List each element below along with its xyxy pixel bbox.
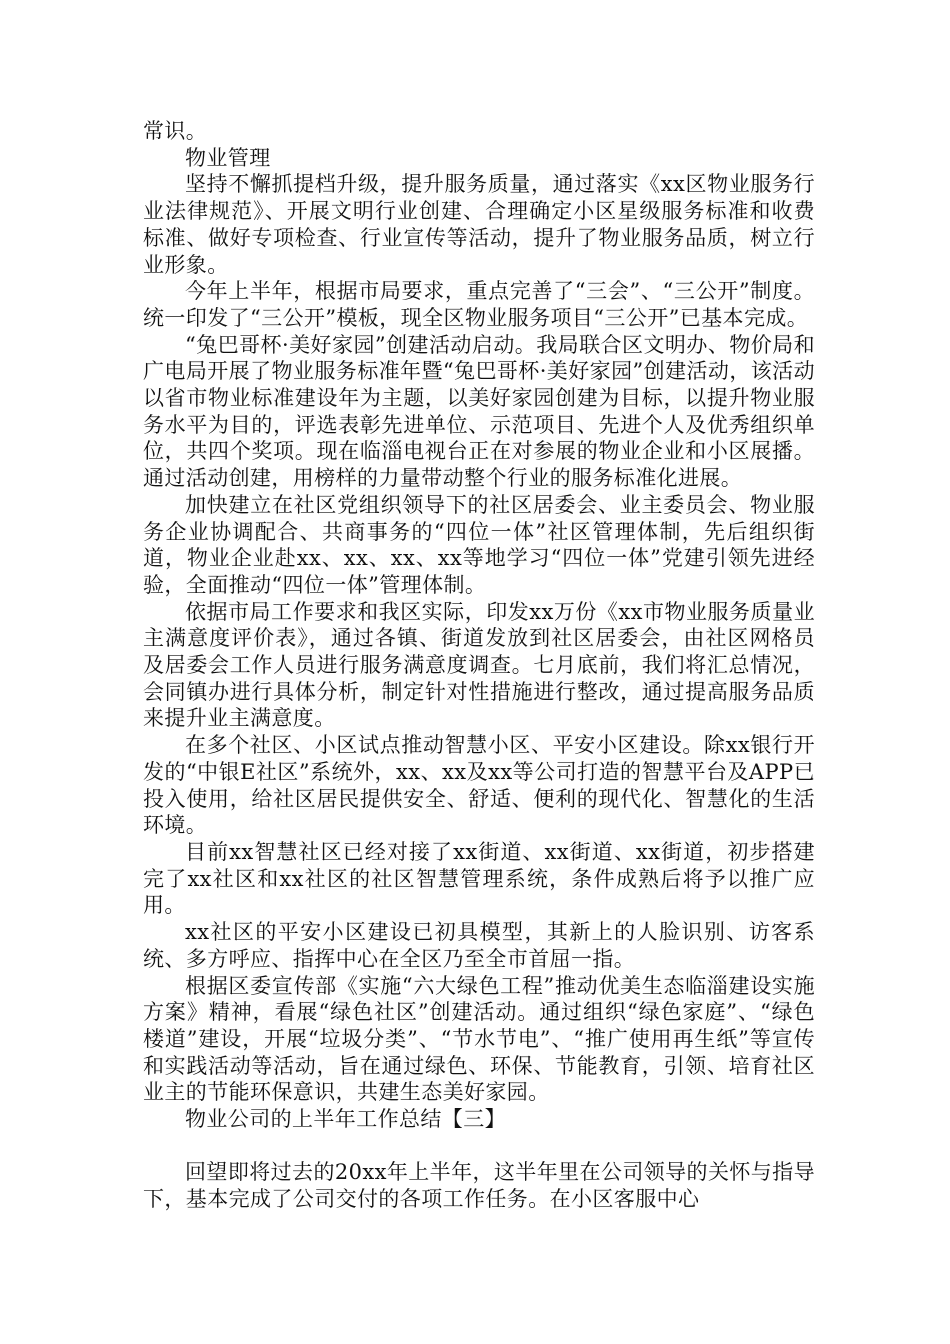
paragraph-continuation: 常识。 (143, 119, 208, 143)
paragraph-smart-system: 目前xx智慧社区已经对接了xx街道、xx街道、xx街道，初步搭建完了xx社区和xx社区的社区智慧管理系统，条件成熟后将予以推广应用。 (143, 839, 815, 918)
paragraph-four-in-one: 加快建立在社区党组织领导下的社区居委会、业主委员会、物业服务企业协调配合、共商事务的“四位一体”社区管理体制，先后组织街道，物业企业赴xx、xx、xx、xx等地学习“四位一体”党建引领先进经验，全面推动“四位一体”管理体制。 (143, 492, 815, 597)
paragraph-safe-community: xx社区的平安小区建设已初具模型，其新上的人脸识别、访客系统、多方呼应、指挥中心在全区乃至全市首屈一指。 (143, 920, 815, 971)
paragraph-service-quality: 坚持不懈抓提档升级，提升服务质量，通过落实《xx区物业服务行业法律规范》、开展文明行业创建、合理确定小区星级服务标准和收费标准、做好专项检查、行业宣传等活动，提升了物业服务品质，树立行业形象。 (143, 172, 815, 277)
paragraph-smart-community: 在多个社区、小区试点推动智慧小区、平安小区建设。除xx银行开发的“中银E社区”系统外，xx、xx及xx等公司打造的智慧平台及APP已投入使用，给社区居民提供安全、舒适、便利的现代化、智慧化的生活环境。 (143, 733, 815, 838)
paragraph-three-publicity: 今年上半年，根据市局要求，重点完善了“三会”、“三公开”制度。统一印发了“三公开”模板，现全区物业服务项目“三公开”已基本完成。 (143, 279, 815, 330)
paragraph-home-campaign: “兔巴哥杯·美好家园”创建活动启动。我局联合区文明办、物价局和广电局开展了物业服务标准年暨“兔巴哥杯·美好家园”创建活动，该活动以省市物业标准建设年为主题，以美好家园创建为目标，以提升物业服务水平为目的，评选表彰先进单位、示范项目、先进个人及优秀组织单位，共四个奖项。现在临淄电视台正在对参展的物业企业和小区展播。通过活动创建，用榜样的力量带动整个行业的服务标准化进展。 (143, 332, 815, 491)
document-body (143, 118, 815, 1213)
section-heading-property-management: 物业管理 (185, 145, 271, 170)
paragraph-satisfaction-survey: 依据市局工作要求和我区实际，印发xx万份《xx市物业服务质量业主满意度评价表》，通过各镇、街道发放到社区居委会，由社区网格员及居委会工作人员进行服务满意度调查。七月底前，我们将汇总情况，会同镇办进行具体分析，制定针对性措施进行整改，通过提高服务品质来提升业主满意度。 (143, 599, 815, 731)
paragraph-green-community: 根据区委宣传部《实施“六大绿色工程”推动优美生态临淄建设实施方案》精神，看展“绿色社区”创建活动。通过组织“绿色家庭”、“绿色楼道”建设，开展“垃圾分类”、“节水节电”、“推广使用再生纸”等宣传和实践活动等活动，旨在通过绿色、环保、节能教育，引领、培育社区业主的节能环保意识，共建生态美好家园。 (143, 973, 815, 1105)
section-heading-summary-three: 物业公司的上半年工作总结【三】 (185, 1107, 506, 1132)
paragraph-review: 回望即将过去的20xx年上半年，这半年里在公司领导的关怀与指导下，基本完成了公司交付的各项工作任务。在小区客服中心 (143, 1160, 815, 1212)
